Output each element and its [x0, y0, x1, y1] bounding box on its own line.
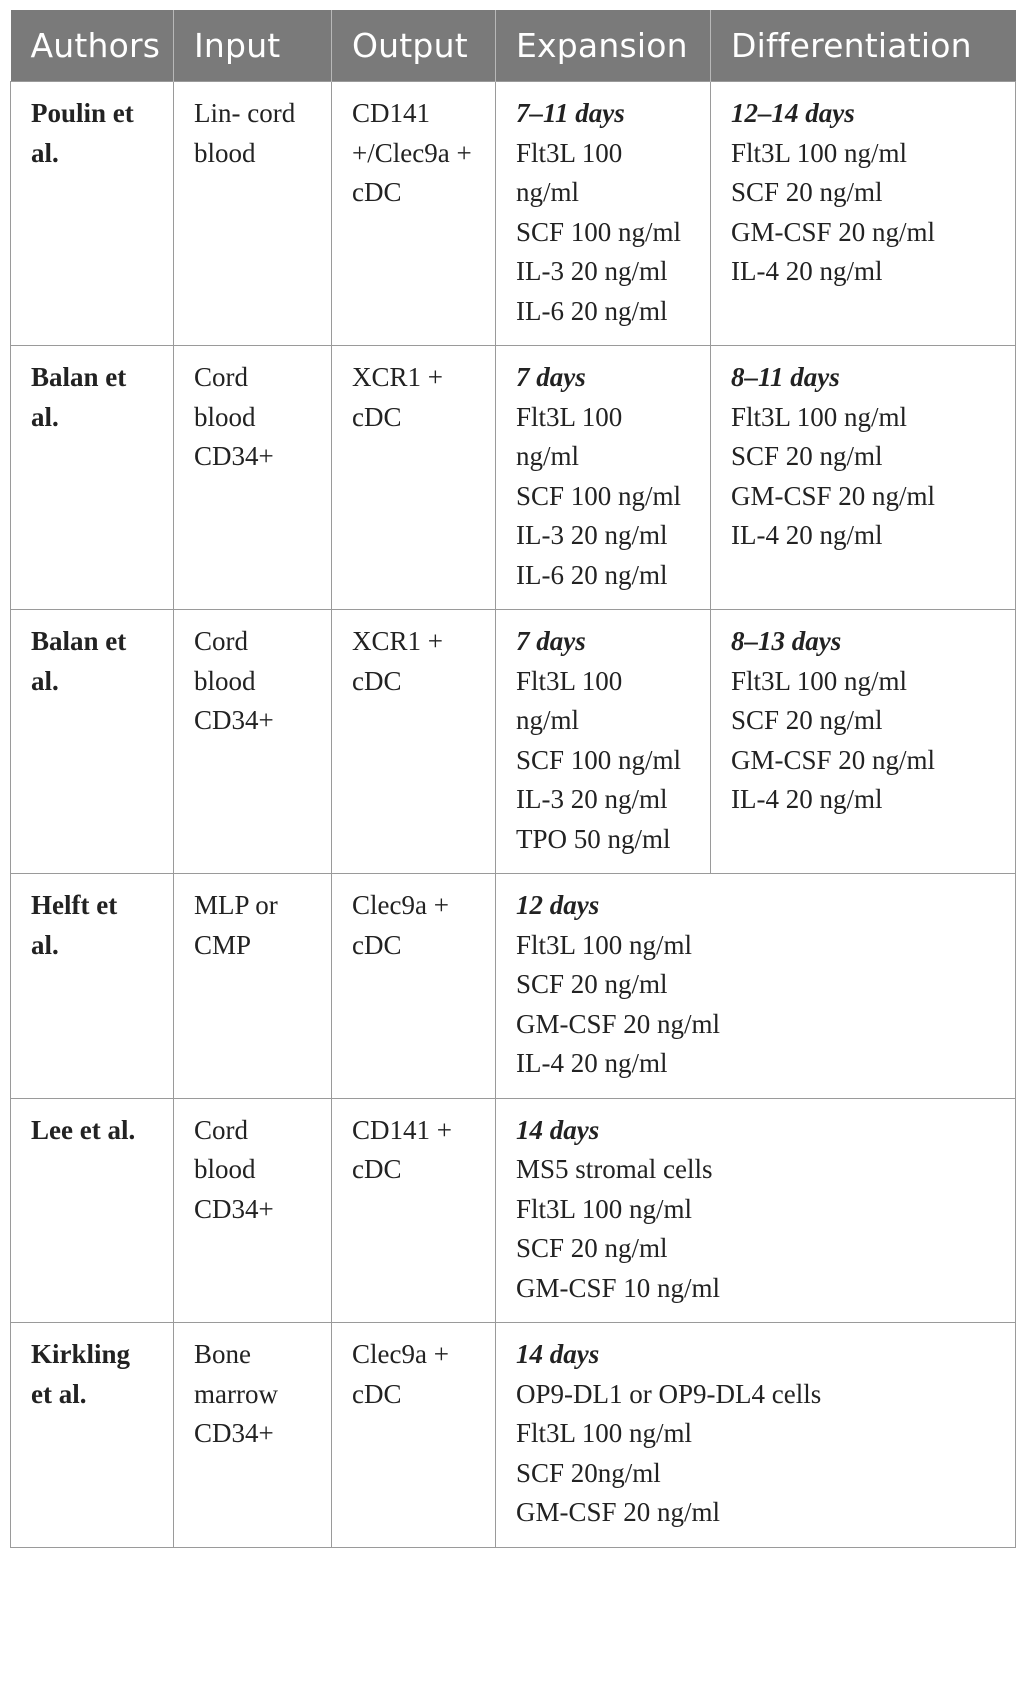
table-row [11, 82, 1016, 346]
differentiation-item: IL-4 20 ng/ml [731, 784, 883, 814]
protocol-item: Flt3L 100 ng/ml [516, 1418, 693, 1448]
combined-protocol-cell [496, 874, 1016, 1099]
differentiation-item: SCF 20 ng/ml [731, 705, 883, 735]
table-row [11, 1098, 1016, 1323]
protocol-item: SCF 20ng/ml [516, 1457, 661, 1488]
protocol-item: Flt3L 100 ng/ml [516, 929, 693, 960]
expansion-item: Flt3L 100 ng/ml [516, 401, 623, 471]
header-expansion: Expansion [496, 10, 711, 82]
table-row [11, 346, 1016, 610]
differentiation-item: IL-4 20 ng/ml [731, 256, 883, 286]
author-cell: Balan et al. [11, 610, 174, 874]
protocol-item: GM-CSF 20 ng/ml [516, 1008, 721, 1039]
differentiation-item: IL-4 20 ng/ml [731, 520, 883, 550]
protocol-item: Flt3L 100 ng/ml [516, 1193, 693, 1224]
expansion-cell [496, 82, 711, 346]
expansion-item: Flt3L 100 ng/ml [516, 137, 623, 207]
input-cell: Cord blood CD34+ [174, 610, 332, 874]
protocol-period: 14 days [516, 1339, 600, 1369]
output-cell: CD141 + cDC [332, 1098, 496, 1323]
author-cell: Kirkling et al. [11, 1323, 174, 1548]
differentiation-item: Flt3L 100 ng/ml [731, 401, 908, 432]
header-input: Input [174, 10, 332, 82]
differentiation-cell [711, 610, 1016, 874]
input-cell: Lin- cord blood [174, 82, 332, 346]
combined-protocol-cell [496, 1098, 1016, 1323]
author-cell: Lee et al. [11, 1098, 174, 1323]
input-cell: Cord blood CD34+ [174, 346, 332, 610]
expansion-item: SCF 100 ng/ml [516, 744, 682, 775]
differentiation-period: 8–11 days [731, 362, 840, 392]
expansion-item: IL-3 20 ng/ml [516, 256, 668, 286]
differentiation-item: Flt3L 100 ng/ml [731, 137, 908, 168]
expansion-item: SCF 100 ng/ml [516, 480, 682, 511]
differentiation-item: Flt3L 100 ng/ml [731, 665, 908, 696]
expansion-item: SCF 100 ng/ml [516, 216, 682, 247]
protocol-period: 14 days [516, 1114, 600, 1145]
output-cell: Clec9a + cDC [332, 1323, 496, 1548]
expansion-item: TPO 50 ng/ml [516, 823, 671, 854]
combined-protocol-cell [496, 1323, 1016, 1548]
differentiation-cell [711, 346, 1016, 610]
differentiation-item: GM-CSF 20 ng/ml [731, 480, 936, 511]
protocol-item: GM-CSF 20 ng/ml [516, 1497, 721, 1527]
protocol-period: 12 days [516, 890, 600, 920]
differentiation-item: GM-CSF 20 ng/ml [731, 216, 936, 247]
table-body [11, 82, 1016, 1548]
output-cell: XCR1 + cDC [332, 346, 496, 610]
output-cell: CD141 +/Clec9a + cDC [332, 82, 496, 346]
expansion-item: IL-3 20 ng/ml [516, 784, 668, 814]
protocol-item: IL-4 20 ng/ml [516, 1048, 668, 1078]
expansion-period: 7–11 days [516, 98, 625, 128]
expansion-item: IL-6 20 ng/ml [516, 559, 668, 590]
header-row [11, 10, 1016, 82]
differentiation-period: 8–13 days [731, 626, 842, 656]
differentiation-period: 12–14 days [731, 98, 855, 128]
expansion-item: IL-3 20 ng/ml [516, 520, 668, 550]
input-cell: Cord blood CD34+ [174, 1098, 332, 1323]
header-authors: Authors [11, 10, 174, 82]
differentiation-item: SCF 20 ng/ml [731, 441, 883, 471]
output-cell: XCR1 + cDC [332, 610, 496, 874]
differentiation-cell [711, 82, 1016, 346]
header-output: Output [332, 10, 496, 82]
author-cell: Balan et al. [11, 346, 174, 610]
differentiation-item: SCF 20 ng/ml [731, 177, 883, 207]
table-header [11, 10, 1016, 82]
header-differentiation: Differentiation [711, 10, 1016, 82]
input-cell: MLP or CMP [174, 874, 332, 1099]
author-cell: Helft et al. [11, 874, 174, 1099]
protocols-table [10, 10, 1016, 1548]
expansion-cell [496, 346, 711, 610]
protocol-item: SCF 20 ng/ml [516, 969, 668, 999]
expansion-period: 7 days [516, 362, 586, 392]
expansion-item: IL-6 20 ng/ml [516, 295, 668, 326]
protocol-item: SCF 20 ng/ml [516, 1233, 668, 1263]
table-row [11, 874, 1016, 1099]
output-cell: Clec9a + cDC [332, 874, 496, 1099]
table-row [11, 610, 1016, 874]
protocol-item: MS5 stromal cells [516, 1154, 713, 1184]
expansion-cell [496, 610, 711, 874]
expansion-period: 7 days [516, 626, 586, 656]
input-cell: Bone marrow CD34+ [174, 1323, 332, 1548]
author-cell: Poulin et al. [11, 82, 174, 346]
expansion-item: Flt3L 100 ng/ml [516, 665, 623, 735]
table-row [11, 1323, 1016, 1548]
protocol-item: OP9-DL1 or OP9-DL4 cells [516, 1378, 822, 1409]
protocol-item: GM-CSF 10 ng/ml [516, 1272, 721, 1303]
differentiation-item: GM-CSF 20 ng/ml [731, 744, 936, 775]
